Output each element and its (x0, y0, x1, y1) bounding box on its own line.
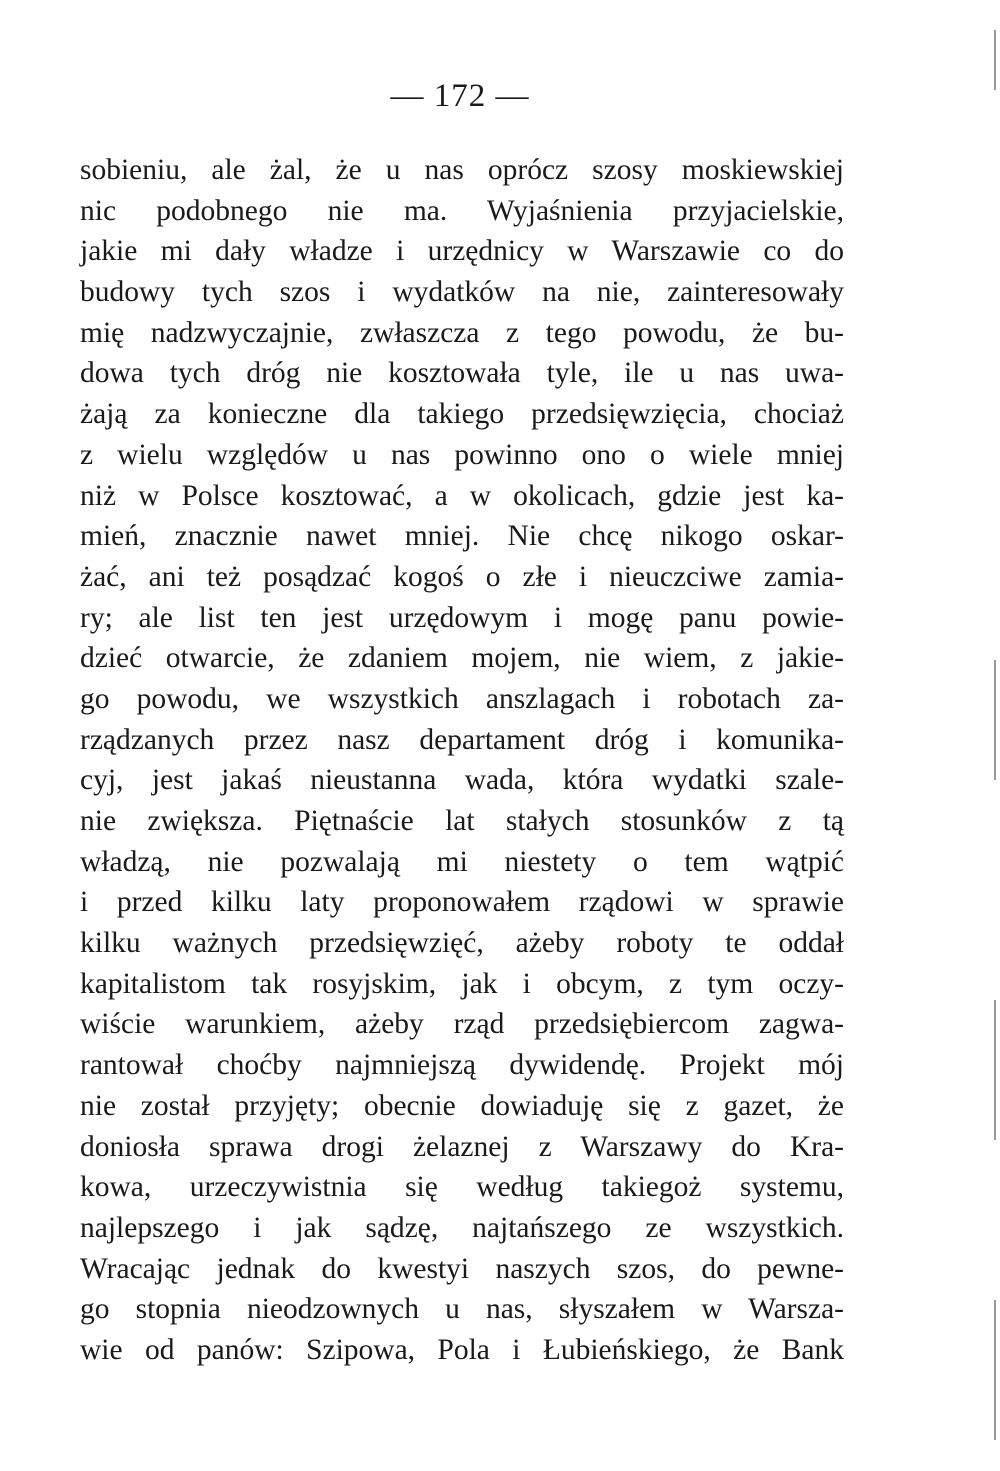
text-line: Wracając jednak do kwestyi naszych szos, do pewne- (80, 1252, 844, 1285)
text-line: cyj, jest jakaś nieustanna wada, która wydatki szale- (80, 764, 844, 797)
text-line: doniosła sprawa drogi żelaznej z Warszawy do Kra- (80, 1130, 844, 1163)
text-line: nie zwiększa. Piętnaście lat stałych stosunków z tą (80, 805, 844, 837)
text-line: z wielu względów u nas powinno ono o wiele mniej (80, 438, 844, 471)
page-number: — 172 — (390, 78, 530, 114)
text-line: wiście warunkiem, ażeby rząd przedsiębiercom zagwa- (80, 1008, 844, 1041)
text-line: nie został przyjęty; obecnie dowiaduję się z gazet, że (80, 1089, 844, 1122)
text-line: dowa tych dróg nie kosztowała tyle, ile u nas uwa- (80, 357, 844, 390)
text-line: kapitalistom tak rosyjskim, jak i obcym, z tym oczy- (80, 967, 844, 1000)
text-line: jakie mi dały władze i urzędnicy w Warszawie co do (80, 235, 844, 268)
text-line: mień, znacznie nawet mniej. Nie chcę nikogo oskar- (80, 520, 844, 553)
text-line: go powodu, we wszystkich anszlagach i robotach za- (80, 682, 844, 715)
page-edge-mark (994, 30, 996, 90)
text-line: rantował choćby najmniejszą dywidendę. Projekt mój (80, 1049, 844, 1082)
text-line: i przed kilku laty proponowałem rządowi w sprawie (80, 886, 844, 919)
text-line: żać, ani też posądzać kogoś o złe i nieuczciwe zamia- (80, 560, 844, 593)
text-line: budowy tych szos i wydatków na nie, zainteresowały (80, 276, 844, 309)
page-edge-mark (994, 1300, 996, 1440)
text-line: wie od panów: Szipowa, Pola i Łubieńskiego, że Bank (80, 1333, 844, 1366)
page-edge-mark (994, 660, 996, 780)
text-line: nic podobnego nie ma. Wyjaśnienia przyjacielskie, (80, 194, 844, 227)
body-text (80, 150, 844, 1371)
text-line: sobieniu, ale żal, że u nas oprócz szosy moskiewskiej (80, 154, 844, 186)
text-line: ry; ale list ten jest urzędowym i mogę panu powie- (80, 601, 844, 634)
text-line: dzieć otwarcie, że zdaniem mojem, nie wiem, z jakie- (80, 642, 844, 675)
text-line: mię nadzwyczajnie, zwłaszcza z tego powodu, że bu- (80, 316, 844, 349)
text-line: kowa, urzeczywistnia się według takiegoż systemu, (80, 1171, 844, 1204)
text-line: go stopnia nieodzownych u nas, słyszałem w Warsza- (80, 1293, 844, 1326)
text-line: niż w Polsce kosztować, a w okolicach, gdzie jest ka- (80, 479, 844, 512)
text-line: żają za konieczne dla takiego przedsięwzięcia, chociaż (80, 398, 844, 431)
text-line: kilku ważnych przedsięwzięć, ażeby roboty te oddał (80, 927, 844, 960)
text-line: rządzanych przez nasz departament dróg i komunika- (80, 723, 844, 756)
page-edge-mark (994, 1000, 996, 1140)
text-line: najlepszego i jak sądzę, najtańszego ze wszystkich. (80, 1211, 844, 1244)
text-line: władzą, nie pozwalają mi niestety o tem wątpić (80, 845, 844, 878)
